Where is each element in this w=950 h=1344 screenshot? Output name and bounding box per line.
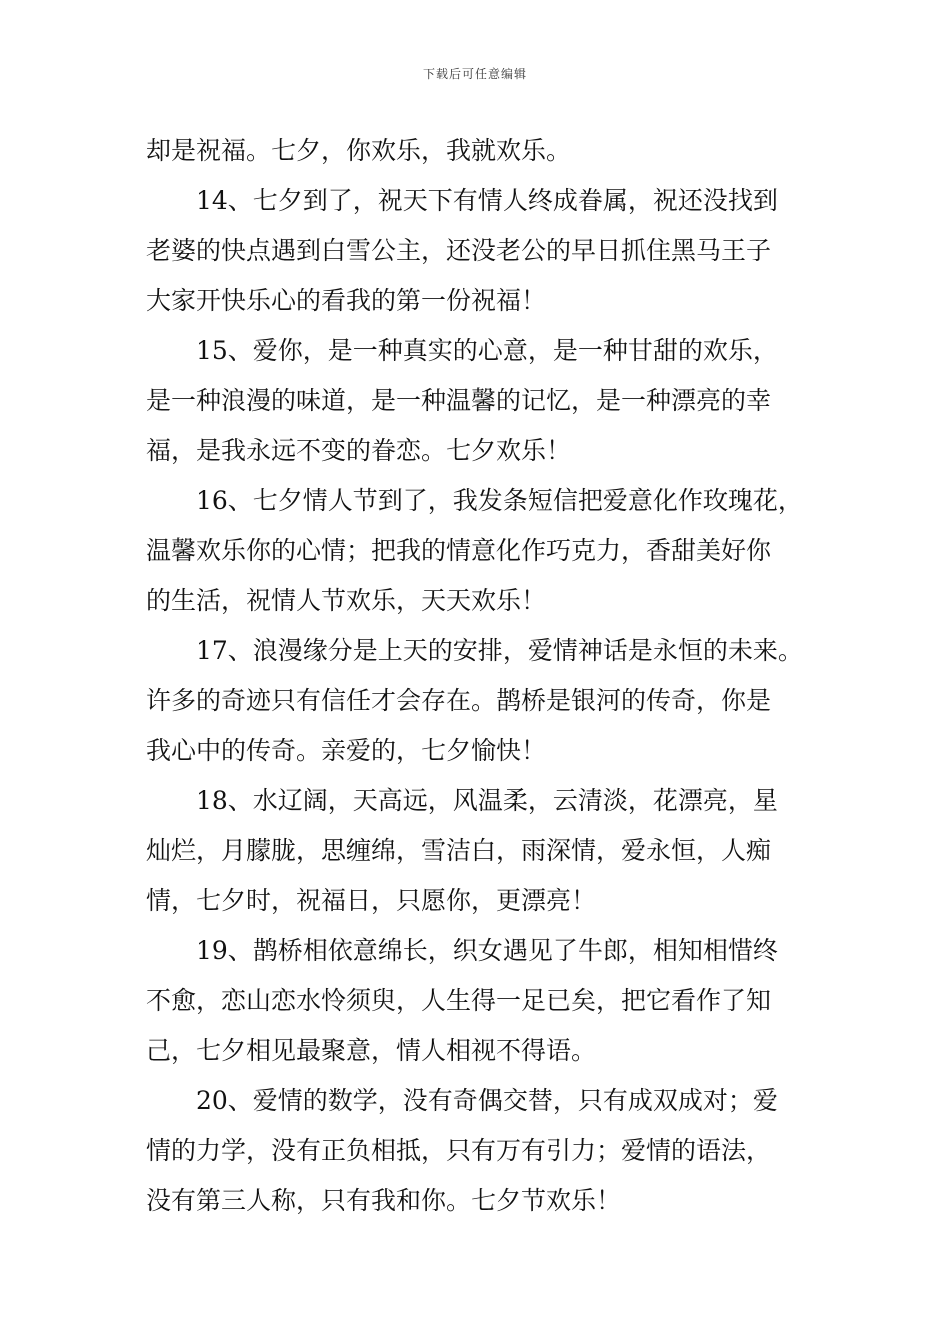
document-body bbox=[146, 126, 836, 1226]
text-line: 大家开快乐心的看我的第一份祝福！ bbox=[146, 286, 547, 315]
text-line: 没有第三人称，只有我和你。七夕节欢乐！ bbox=[146, 1186, 622, 1215]
text-line: 己，七夕相见最聚意，情人相视不得语。 bbox=[146, 1036, 597, 1065]
text-line: 14、七夕到了，祝天下有情人终成眷属，祝还没找到 bbox=[196, 186, 778, 215]
text-line: 情，七夕时，祝福日，只愿你，更漂亮！ bbox=[146, 886, 597, 915]
text-line: 20、爱情的数学，没有奇偶交替，只有成双成对；爱 bbox=[196, 1086, 778, 1115]
text-line: 17、浪漫缘分是上天的安排，爱情神话是永恒的未来。 bbox=[196, 636, 803, 665]
text-line: 我心中的传奇。亲爱的，七夕愉快！ bbox=[146, 736, 547, 765]
text-line: 19、鹊桥相依意绵长，织女遇见了牛郎，相知相惜终 bbox=[196, 936, 778, 965]
text-line: 15、爱你，是一种真实的心意，是一种甘甜的欢乐， bbox=[196, 336, 778, 365]
text-line: 是一种浪漫的味道，是一种温馨的记忆，是一种漂亮的幸 bbox=[146, 386, 772, 415]
text-line: 18、水辽阔，天高远，风温柔，云清淡，花漂亮，星 bbox=[196, 786, 778, 815]
text-line: 灿烂，月朦胧，思缠绵，雪洁白，雨深情，爱永恒，人痴 bbox=[146, 836, 772, 865]
text-line: 温馨欢乐你的心情；把我的情意化作巧克力，香甜美好你 bbox=[146, 536, 772, 565]
text-line: 的生活，祝情人节欢乐，天天欢乐！ bbox=[146, 586, 547, 615]
text-line: 16、七夕情人节到了，我发条短信把爱意化作玫瑰花， bbox=[196, 486, 803, 515]
text-line: 情的力学，没有正负相抵，只有万有引力；爱情的语法， bbox=[146, 1136, 772, 1165]
text-line: 福，是我永远不变的眷恋。七夕欢乐！ bbox=[146, 436, 572, 465]
page-header: 下载后可任意编辑 bbox=[422, 67, 527, 81]
text-line: 却是祝福。七夕，你欢乐，我就欢乐。 bbox=[146, 136, 572, 165]
text-line: 许多的奇迹只有信任才会存在。鹊桥是银河的传奇，你是 bbox=[146, 686, 772, 715]
text-line: 老婆的快点遇到白雪公主，还没老公的早日抓住黑马王子 bbox=[146, 236, 772, 265]
text-line: 不愈，恋山恋水怜须臾，人生得一足已矣，把它看作了知 bbox=[146, 986, 772, 1015]
